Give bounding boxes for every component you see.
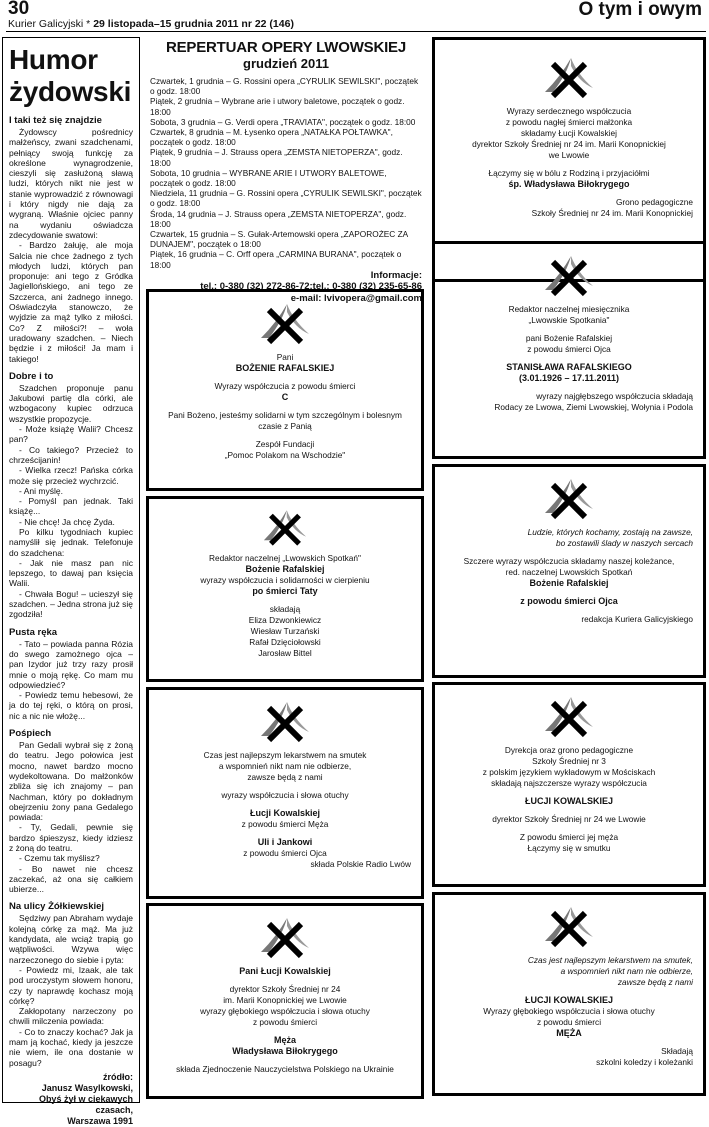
notice-line: z powodu śmierci Męża xyxy=(241,819,329,829)
condolence-notice xyxy=(146,903,424,1099)
notice-signature: Składają xyxy=(661,1046,693,1056)
notice-line: składają najszczersze wyrazy współczucia xyxy=(491,778,647,788)
notice-name: MĘŻA xyxy=(556,1028,582,1038)
repertoire-entry: Czwartek, 1 grudnia – G. Rossini opera „CYRULIK SEWILSKI", początek o godz. 18:00 xyxy=(150,76,419,97)
notice-line: dyrektor Szkoły Średniej nr 24 im. Marii Konopnickiej xyxy=(472,139,666,149)
story-paragraph: - Jak nie masz pan nic lepszego, to dawaj pan księcia Walii. xyxy=(9,557,133,589)
repertoire-info-label: Informacje: xyxy=(370,269,422,281)
notice-line: dyrektor Szkoły Średniej nr 24 we Lwowie xyxy=(492,814,646,824)
repertoire-entry: Środa, 14 grudnia – J. Strauss opera „ZEMSTA NIETOPERZA", godz. 18:00 xyxy=(150,208,407,229)
story-paragraph: - Co takiego? Przecież to chrześcijanin! xyxy=(9,444,133,465)
notice-quote: a wspomnień nikt nam nie odbierze, xyxy=(560,966,693,976)
source-line: Warszawa 1991 xyxy=(67,1115,133,1126)
notice-line: Wyrazy współczucia z powodu śmierci xyxy=(214,381,356,391)
repertoire-entry: Niedziela, 11 grudnia – G. Rossini opera „CYRULIK SEWILSKI", początek o godz. 18:00 xyxy=(150,188,422,209)
story-paragraph: - Ty, Gedali, pewnie się bardzo śpieszysz, kiedy idziesz z żoną do teatru. xyxy=(9,822,133,853)
humor-column xyxy=(2,37,140,1126)
masthead-line: Kurier Galicyjski * 29 listopada–15 grudnia 2011 nr 22 (146) xyxy=(8,18,294,30)
notice-name: Pani Łucji Kowalskiej xyxy=(239,966,331,976)
notice-line: im. Marii Konopnickiej we Lwowie xyxy=(223,995,347,1005)
story-paragraph: - Chwała Bogu! – ucieszył się szadchen. – Jedna strona już się zgodziła! xyxy=(9,588,133,620)
repertoire-list xyxy=(150,76,422,270)
story-paragraph: Po kilku tygodniach kupiec namyślił się jednak. Telefonuje do szadchena: xyxy=(9,526,133,558)
notice-line: C xyxy=(281,392,289,402)
notice-signature: składa Zjednoczenie Nauczycielstwa Polskiego na Ukrainie xyxy=(176,1064,394,1074)
notice-line: po śmierci Taty xyxy=(252,586,318,596)
notice-signature: Rafał Dzięciołowski xyxy=(249,637,321,647)
repertoire-entry: Czwartek, 8 grudnia – M. Łysenko opera „NATAŁKA POŁTAWKA", początek o godz. 18:00 xyxy=(150,127,393,148)
notice-line: Wyrazy serdecznego współczucia xyxy=(506,106,632,116)
notice-line: z powodu nagłej śmierci małżonka xyxy=(505,117,633,127)
notice-signature: szkolni koledzy i koleżanki xyxy=(596,1057,693,1067)
cross-feather-icon xyxy=(257,298,313,348)
notice-signature: „Pomoc Polakom na Wschodzie" xyxy=(224,450,346,460)
condolence-notice xyxy=(432,892,706,1096)
notice-line: Pani xyxy=(276,352,294,362)
repertoire-entry: Piątek, 9 grudnia – J. Strauss opera „ZEMSTA NIETOPERZA", godz. 18:00 xyxy=(150,147,403,168)
notice-line: „Lwowskie Spotkania" xyxy=(528,315,610,325)
notice-dates: (3.01.1926 – 17.11.2011) xyxy=(518,373,620,383)
story-paragraph: Zakłopotany narzeczony po chwili milczenia powiada: xyxy=(9,1006,133,1027)
notice-line: Szkoły Średniej nr 3 xyxy=(532,756,606,766)
story-paragraph: - Pomyśl pan jednak. Taki książę... xyxy=(9,496,133,517)
notice-line: składają xyxy=(269,604,301,614)
condolence-notice xyxy=(432,241,706,459)
notice-line: red. naczelnej Lwowskich Spotkań xyxy=(505,567,633,577)
opera-repertoire xyxy=(146,37,426,304)
story-paragraph: Żydowscy pośrednicy małżeńscy, zwani szadchenami, pełniący swoją funkcję za określone wynagrodzenie, cieszyli się zasłużoną sławą ludzi, których nikt nie jest w stanie wyprowadzić z równowagi i który nigdy nie dają za wygraną. Właśnie ojciec panny na wydaniu oświadcza zdecydowanie swatowi: xyxy=(9,127,133,240)
notice-line: Redaktor naczelnej miesięcznika xyxy=(508,304,630,314)
notice-signature: Jarosław Bittel xyxy=(258,648,312,658)
condolence-notice xyxy=(432,464,706,678)
notice-line: Dyrekcja oraz grono pedagogiczne xyxy=(504,745,634,755)
story-paragraph: - Wielka rzecz! Pańska córka może się przecież wychrzcić. xyxy=(9,465,133,486)
cross-feather-icon xyxy=(541,250,597,300)
story-paragraph: Szadchen proponuje panu Jakubowi partię dla córki, ale wzbogacony kupiec odrzuca wszystkie propozycje. xyxy=(9,382,133,424)
notice-line: z powodu śmierci Ojca xyxy=(520,596,618,606)
header-divider xyxy=(6,31,706,32)
story-paragraph: - Powiedz temu hebesowi, że ja do tej ręki, o którą on prosi, nic a nic nie włożę... xyxy=(9,690,133,721)
story-paragraph: - Może książę Walii? Chcesz pan? xyxy=(9,424,133,445)
notice-line: Szczere wyrazy współczucia składamy naszej koleżance, xyxy=(463,556,675,566)
cross-feather-icon xyxy=(541,901,597,951)
story-paragraph: - Ani myślę. xyxy=(19,485,63,496)
humor-title-line1: Humor xyxy=(9,44,98,75)
notice-name: śp. Władysława Biłokrygego xyxy=(508,179,630,189)
notice-line: z powodu śmierci Ojca xyxy=(243,848,327,858)
notice-name: Bożenie Rafalskiej xyxy=(529,578,609,588)
notice-line: Z powodu śmierci jej męża xyxy=(519,832,619,842)
story-paragraph: - Co to znaczy kochać? Jak ja mam ją kochać, kiedy ja jeszcze nie wiem, ile ona dostanie w posagu? xyxy=(9,1026,133,1068)
notice-signature: Wiesław Turzański xyxy=(250,626,320,636)
humor-stories xyxy=(9,115,133,1068)
notice-name: Władysława Biłokrygego xyxy=(232,1046,338,1056)
notice-line: pani Bożenie Rafalskiej xyxy=(525,333,613,343)
notice-quote: bo zostawili ślady w naszych sercach xyxy=(556,538,693,548)
notice-signature: Eliza Dzwonkiewicz xyxy=(248,615,322,625)
notice-line: z powodu śmierci xyxy=(252,1017,318,1027)
story-paragraph: - Bo nawet nie chcesz zaczekać, aż ona się całkiem ubierze... xyxy=(9,863,133,895)
cross-feather-icon xyxy=(257,912,313,962)
repertoire-phones: tel.: 0-380 (32) 272-86-72;tel.: 0-380 (32) 235-65-86 xyxy=(200,281,422,293)
story-paragraph: - Tato – powiada panna Rózia do swego zamożnego ojca – pan Izydor już trzy razy prosił mnie o moją rękę. Co mam mu odpowiedzieć? xyxy=(9,638,133,690)
notice-line: wyrazy współczucia i słowa otuchy xyxy=(221,790,349,800)
source-line: czasach, xyxy=(95,1104,133,1115)
story-heading: Pośpiech xyxy=(9,728,52,740)
notice-name: STANISŁAWA RAFALSKIEGO xyxy=(506,362,632,372)
notice-signature: Zespół Fundacji xyxy=(255,439,315,449)
condolence-notice xyxy=(146,496,424,682)
condolence-notice xyxy=(146,289,424,491)
condolence-notice xyxy=(146,687,424,899)
notice-line: dyrektor Szkoły Średniej nr 24 xyxy=(229,984,341,994)
notice-name: Bożenie Rafalskiej xyxy=(245,564,325,574)
notice-quote: Ludzie, których kochamy, zostają na zawsze, xyxy=(527,527,693,537)
condolence-notice xyxy=(432,682,706,887)
humor-title xyxy=(9,44,133,108)
story-paragraph: - Powiedz mi, Izaak, ale tak pod uroczystym słowem honoru, czy ty naprawdę kochasz moją córkę? xyxy=(9,964,133,1006)
publication-name: Kurier Galicyjski xyxy=(8,18,84,30)
section-title: O tym i owym xyxy=(578,0,702,20)
story-heading: Dobre i to xyxy=(9,370,54,382)
notice-signature: Grono pedagogiczne xyxy=(615,197,693,207)
notice-line: składamy Łucji Kowalskiej xyxy=(521,128,617,138)
notice-name: Męża xyxy=(273,1035,296,1045)
notice-signature: składa Polskie Radio Lwów xyxy=(310,859,411,869)
story-heading: Pusta ręka xyxy=(9,626,58,638)
source-line: Obyś żył w ciekawych xyxy=(38,1093,133,1104)
story-heading: Na ulicy Żółkiewskiej xyxy=(9,901,105,913)
notice-line: Łączymy się w bólu z Rodziną i przyjaciółmi xyxy=(488,168,650,178)
notice-signature: Rodacy ze Lwowa, Ziemi Lwowskiej, Wołynia i Podola xyxy=(494,402,693,412)
repertoire-title: REPERTUAR OPERY LWOWSKIEJ xyxy=(165,39,407,56)
humor-title-line2: żydowski xyxy=(9,76,132,107)
notice-signature: redakcja Kuriera Galicyjskiego xyxy=(581,614,693,624)
notice-line: z powodu śmierci Ojca xyxy=(527,344,611,354)
notice-line: wyrazy współczucia i solidarności w cierpieniu xyxy=(200,575,370,585)
story-paragraph: Pan Gedali wybrał się z żoną do teatru. Jego połowica jest mocno, nawet bardzo mocno wydekoltowana. Do małżonków zbliża się ich znajomy – pan Nachman, który po dokładnym obejrzeniu żony pana Gedalego powiada: xyxy=(9,740,133,823)
repertoire-entry: Piątek, 16 grudnia – C. Orff opera „CARMINA BURANA", początek o 18:00 xyxy=(150,249,402,270)
notice-name: Uli i Jankowi xyxy=(257,837,313,847)
notice-line: Redaktor naczelnej „Lwowskich Spotkań" xyxy=(209,553,361,563)
humor-source xyxy=(9,1072,133,1127)
notice-line: zawsze będą z nami xyxy=(247,772,323,782)
notice-line: Pani Bożeno, jesteśmy solidarni w tym szczególnym i bolesnym czasie z Panią xyxy=(168,410,402,431)
story-paragraph: - Czemu tak myślisz? xyxy=(19,853,100,864)
cross-feather-icon xyxy=(257,696,313,746)
notice-line: Czas jest najlepszym lekarstwem na smutek xyxy=(203,750,367,760)
cross-feather-icon xyxy=(541,691,597,741)
notice-quote: Czas jest najlepszym lekarstwem na smutek, xyxy=(527,955,693,965)
cross-feather-icon xyxy=(541,473,597,523)
notice-signature: Szkoły Średniej nr 24 im. Marii Konopnickiej xyxy=(531,208,693,218)
repertoire-entry: Sobota, 10 grudnia – WYBRANE ARIE I UTWORY BALETOWE, początek o godz. 18:00 xyxy=(150,167,387,189)
notice-name: ŁUCJI KOWALSKIEJ xyxy=(524,995,613,1005)
notice-name: BOŻENIE RAFALSKIEJ xyxy=(235,363,335,373)
source-line: Janusz Wasylkowski, xyxy=(41,1082,133,1093)
repertoire-entry: Piątek, 2 grudnia – Wybrane arie i utwory baletowe, początek o godz. 18:00 xyxy=(150,96,405,117)
repertoire-subtitle: grudzień 2011 xyxy=(243,56,329,71)
page-header xyxy=(6,0,706,32)
repertoire-email: e-mail: lvivopera@gmail.com xyxy=(290,292,422,304)
notice-line: we Lwowie xyxy=(548,150,590,160)
notice-line: z powodu śmierci xyxy=(536,1017,602,1027)
notice-name: ŁUCJI KOWALSKIEJ xyxy=(524,796,613,806)
story-paragraph: - Bardzo żałuję, ale moja Salcia nie chce żadnego z tych młodych ludzi, których pan proponuje: ani tego z Gródka Jagiellońskiego, ani tego ze Szczerca, ani żadnego innego. Oświadczyła stanowczo, że wyjdzie za mąż tylko z miłości. Co? Z miłości?! – woła uradowany szadchen. – Niech będzie i z miłości! Ja mam i takiego! xyxy=(9,240,133,364)
notice-line: a wspomnień nikt nam nie odbierze, xyxy=(218,761,352,771)
notice-quote: zawsze będą z nami xyxy=(617,977,693,987)
notice-line: wyrazy głębokiego współczucia i słowa otuchy xyxy=(200,1006,370,1016)
notice-line: Wyrazy głębokiego współczucia i słowa otuchy xyxy=(483,1006,655,1016)
cross-feather-icon xyxy=(541,52,597,102)
repertoire-entry: Sobota, 3 grudnia – G. Verdi opera „TRAVIATA", początek o godz. 18:00 xyxy=(150,116,416,127)
page-number: 30 xyxy=(8,0,30,19)
story-paragraph: - Nie chcę! Ja chcę Żyda. xyxy=(19,516,115,527)
source-line: źródło: xyxy=(103,1071,133,1082)
story-heading: I taki też się znajdzie xyxy=(9,115,102,126)
notice-line: wyrazy najgłębszego współczucia składają xyxy=(536,391,693,401)
notice-line: z polskim językiem wykładowym w Mościskach xyxy=(482,767,656,777)
cross-feather-icon xyxy=(257,505,313,549)
repertoire-entry: Czwartek, 15 grudnia – S. Gułak-Artemowski opera „ZAPOROŻEC ZA DUNAJEM", początek o 18:00 xyxy=(150,229,408,250)
notice-line: Łączymy się w smutku xyxy=(527,843,611,853)
issue-date: 29 listopada–15 grudnia 2011 nr 22 (146) xyxy=(93,18,294,30)
notice-name: Łucji Kowalskiej xyxy=(249,808,321,818)
story-paragraph: Sędziwy pan Abraham wydaje kolejną córkę za mąż. Ma już kandydata, ale wciąż trapią go wątpliwości. Wzywa więc narzeczonego do siebie i pyta: xyxy=(9,913,133,965)
